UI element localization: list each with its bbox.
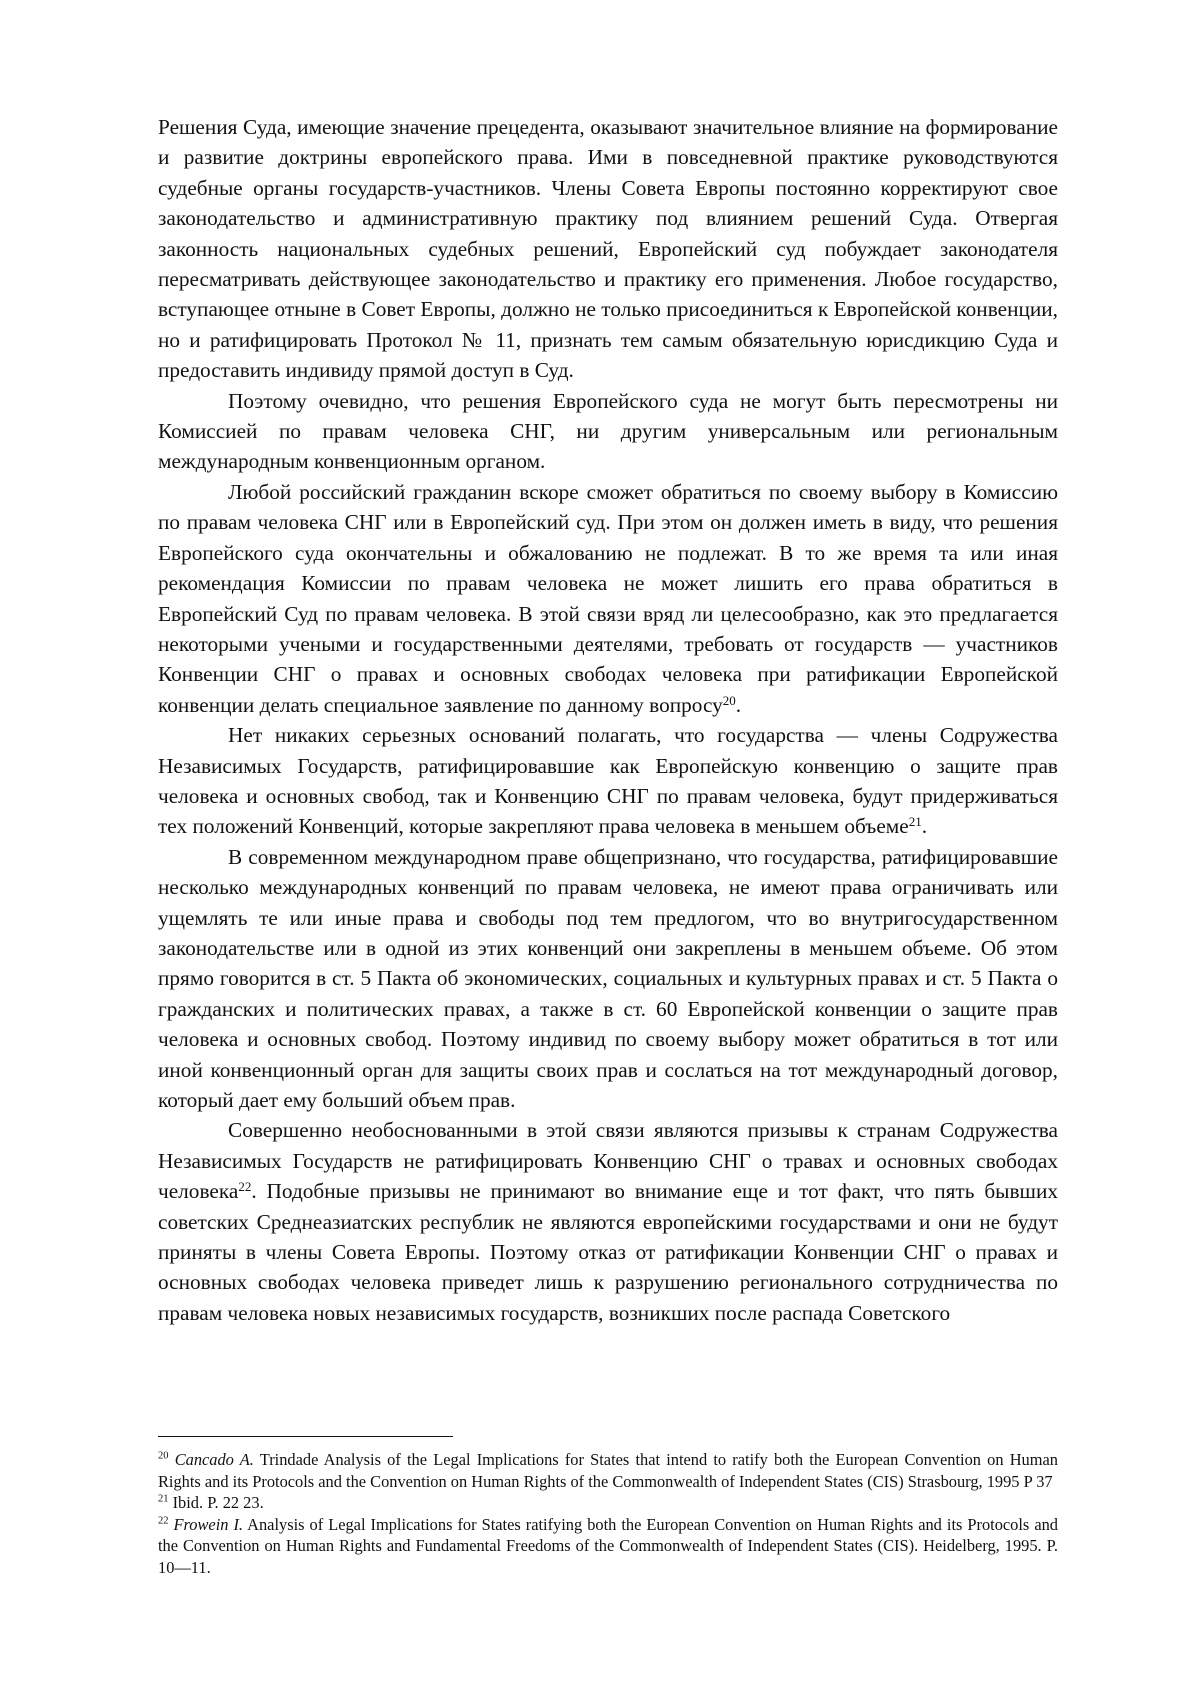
paragraph-2-text: Поэтому очевидно, что решения Европейского суда не могут быть пересмотрены ни Комиссией по правам человека СНГ, ни другим универсальным или региональным международным конвенционным органом. xyxy=(158,388,1058,474)
footnote-22 xyxy=(158,1514,1058,1579)
footnote-separator xyxy=(158,1436,453,1437)
footnote-number: 20 xyxy=(158,1450,169,1462)
paragraph-1-text: Решения Суда, имеющие значение прецедента, оказывают значительное влияние на формирование и развитие доктрины европейского права. Ими в повседневной практике руководствуются судебные органы государств-участников. Члены Совета Европы постоянно корректируют свое законодательство и административную практику под влиянием решений Суда. Отвергая законность национальных судебных решений, Европейский суд побуждает законодателя пересматривать действующее законодательство и практику его применения. Любое государство, вступающее отныне в Совет Европы, должно не только присоединиться к Европейской конвенции, но и ратифицировать Протокол № 11, признать тем самым обязательную юрисдикцию Суда и предоставить индивиду прямой доступ в Суд. xyxy=(158,115,1058,383)
paragraph-4-end: . xyxy=(921,814,928,839)
footnote-text: Analysis of Legal Implications for States ratifying both the European Convention on Human Rights and its Protocols and the Convention on Human Rights and Fundamental Freedoms of the Commonwealth of Independent States (CIS). Heidelberg, 1995. P. 10—11. xyxy=(158,1514,1058,1577)
footnote-ref-20[interactable]: 20 xyxy=(722,692,736,708)
footnote-text: Trindade Analysis of the Legal Implications for States that intend to ratify both the European Convention on Human Rights and its Protocols and the Convention on Human Rights of the Commonwealth of Independent States (CIS) Strasbourg, 1995 P 37 xyxy=(158,1450,1058,1491)
paragraph-5-text: В современном международном праве общепризнано, что государства, ратифицировавшие несколько международных конвенций по правам человека, не имеют права ограничивать или ущемлять те или иные права и свободы под тем предлогом, что во внутригосударственном законодательстве или в одной из этих конвенций они закреплены в меньшем объеме. Об этом прямо говорится в ст. 5 Пакта об экономических, социальных и культурных правах и ст. 5 Пакта о гражданских и политических правах, а также в ст. 60 Европейской конвенции о защите прав человека и основных свобод. Поэтому индивид по своему выбору может обратиться в тот или иной конвенционный орган для защиты своих прав и сослаться на тот международный договор, который дает ему больший объем прав. xyxy=(158,844,1058,1112)
footnote-author: Frowein I. xyxy=(173,1514,244,1534)
paragraph-4 xyxy=(158,720,1058,842)
document-body xyxy=(158,112,1058,1328)
paragraph-2 xyxy=(158,386,1058,477)
footnotes xyxy=(158,1449,1058,1578)
footnote-author: Cancado A. xyxy=(174,1450,254,1469)
footnote-ref-21[interactable]: 21 xyxy=(908,814,922,830)
paragraph-3-text: Любой российский гражданин вскоре сможет обратиться по своему выбору в Комиссию по правам человека СНГ или в Европейский суд. При этом он должен иметь в виду, что решения Европейского суда окончательны и обжалованию не подлежат. В то же время та или иная рекомендация Комиссии по правам человека не может лишить его права обратиться в Европейский Суд по правам человека. В этой связи вряд ли целесообразно, как это предлагается некоторыми учеными и государственными деятелями, требовать от государств — участников Конвенции СНГ о правах и основных свободах человека при ратификации Европейской конвенции делать специальное заявление по данному вопросу xyxy=(158,479,1058,717)
paragraph-6 xyxy=(158,1115,1058,1328)
paragraph-3-end: . xyxy=(735,692,742,717)
paragraph-5 xyxy=(158,842,1058,1116)
footnote-text: Ibid. P. 22 23. xyxy=(168,1493,264,1512)
paragraph-4-text: Нет никаких серьезных оснований полагать, что государства — члены Содружества Независимых Государств, ратифицировавшие как Европейскую конвенцию о защите прав человека и основных свобод, так и Конвенцию СНГ по правам человека, будут придерживаться тех положений Конвенций, которые закрепляют права человека в меньшем объеме xyxy=(158,723,1058,839)
footnote-number: 21 xyxy=(158,1493,169,1505)
footnote-20 xyxy=(158,1449,1058,1492)
paragraph-1 xyxy=(158,112,1058,386)
footnote-number: 22 xyxy=(158,1515,169,1527)
paragraph-6-rest: . Подобные призывы не принимают во внимание еще и тот факт, что пять бывших советских Среднеазиатских республик не являются европейскими государствами и они не будут приняты в члены Совета Европы. Поэтому отказ от ратификации Конвенции СНГ о правах и основных свободах человека приведет лишь к разрушению регионального сотрудничества по правам человека новых независимых государств, возникших после распада Советского xyxy=(158,1179,1058,1325)
footnote-ref-22[interactable]: 22 xyxy=(238,1179,252,1195)
paragraph-3 xyxy=(158,477,1058,720)
paragraph-6-start: Совершенно необоснованными в этой связи являются призывы к странам Содружества Независимых Государств не ратифицировать Конвенцию СНГ о травах и основных свободах человека xyxy=(158,1118,1058,1204)
footnote-21 xyxy=(158,1492,1058,1514)
